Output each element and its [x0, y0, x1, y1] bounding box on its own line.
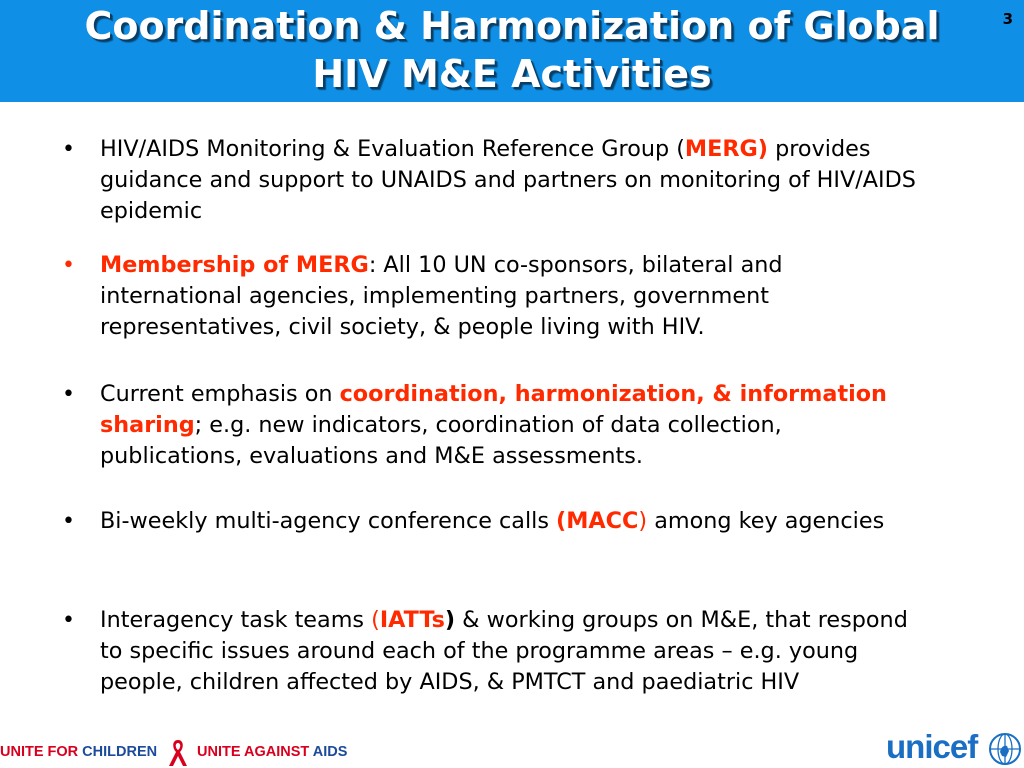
unicef-globe-icon	[988, 732, 1022, 766]
footer-unite-for: UNITE FOR CHILDREN	[0, 744, 158, 760]
unicef-wordmark: unicef	[886, 728, 978, 765]
bullet-text-part: Bi-weekly multi-agency conference calls	[100, 508, 557, 534]
bullet-text-part: among key agencies	[647, 508, 885, 534]
bullet-text-part: Interagency task teams	[100, 607, 372, 633]
bullet-text-part: (	[371, 607, 380, 633]
slide-title-line-2: HIV M&E Activities	[312, 52, 712, 96]
bullet-text	[100, 134, 930, 227]
bullet-text-part: IATTs	[379, 607, 445, 633]
bullet-text-part: )	[444, 607, 456, 633]
footer-children: CHILDREN	[82, 744, 158, 760]
unicef-logo	[886, 730, 1024, 768]
bullet-text	[100, 250, 930, 343]
bullet-text-part: )	[638, 508, 648, 534]
red-ribbon-icon	[164, 738, 192, 768]
bullet-text-part: : All 10 UN co-sponsors, bilateral and international agencies, implementing partners, government representatives, civil society, & people living with HIV.	[100, 252, 783, 340]
bullet-text-part: MERG)	[684, 136, 769, 162]
bullet-text-part: & working groups on M&E, that respond to specific issues around each of the programme areas – e.g. young people, children affected by AIDS, & PMTCT and paediatric HIV	[100, 607, 908, 695]
bullet-text-part: Membership of MERG	[100, 252, 369, 278]
bullet-text-part: coordination, harmonization, & information sharing	[100, 381, 887, 438]
bullet-marker: •	[62, 608, 75, 633]
bullet-text	[100, 506, 930, 537]
bullet-marker: •	[62, 509, 75, 534]
bullet-marker: •	[62, 253, 75, 278]
bullet-marker: •	[62, 137, 75, 162]
bullet-text-part: provides guidance and support to UNAIDS and partners on monitoring of HIV/AIDS epidemic	[100, 136, 916, 224]
bullet-text-part: ; e.g. new indicators, coordination of data collection, publications, evaluations and M&E assessments.	[100, 412, 782, 469]
bullet-text-part: (MACC	[556, 508, 639, 534]
bullet-text	[100, 379, 930, 472]
footer-aids: AIDS	[312, 744, 348, 760]
bullet-text	[100, 605, 930, 698]
slide-title-line-1: Coordination & Harmonization of Global	[84, 4, 940, 48]
bullet-text-part: HIV/AIDS Monitoring & Evaluation Reference Group (	[100, 136, 685, 162]
bullet-marker: •	[62, 382, 75, 407]
slide-number: 3	[1002, 10, 1013, 28]
bullet-text-part: Current emphasis on	[100, 381, 340, 407]
footer-unite-against: UNITE AGAINST AIDS	[197, 744, 348, 760]
